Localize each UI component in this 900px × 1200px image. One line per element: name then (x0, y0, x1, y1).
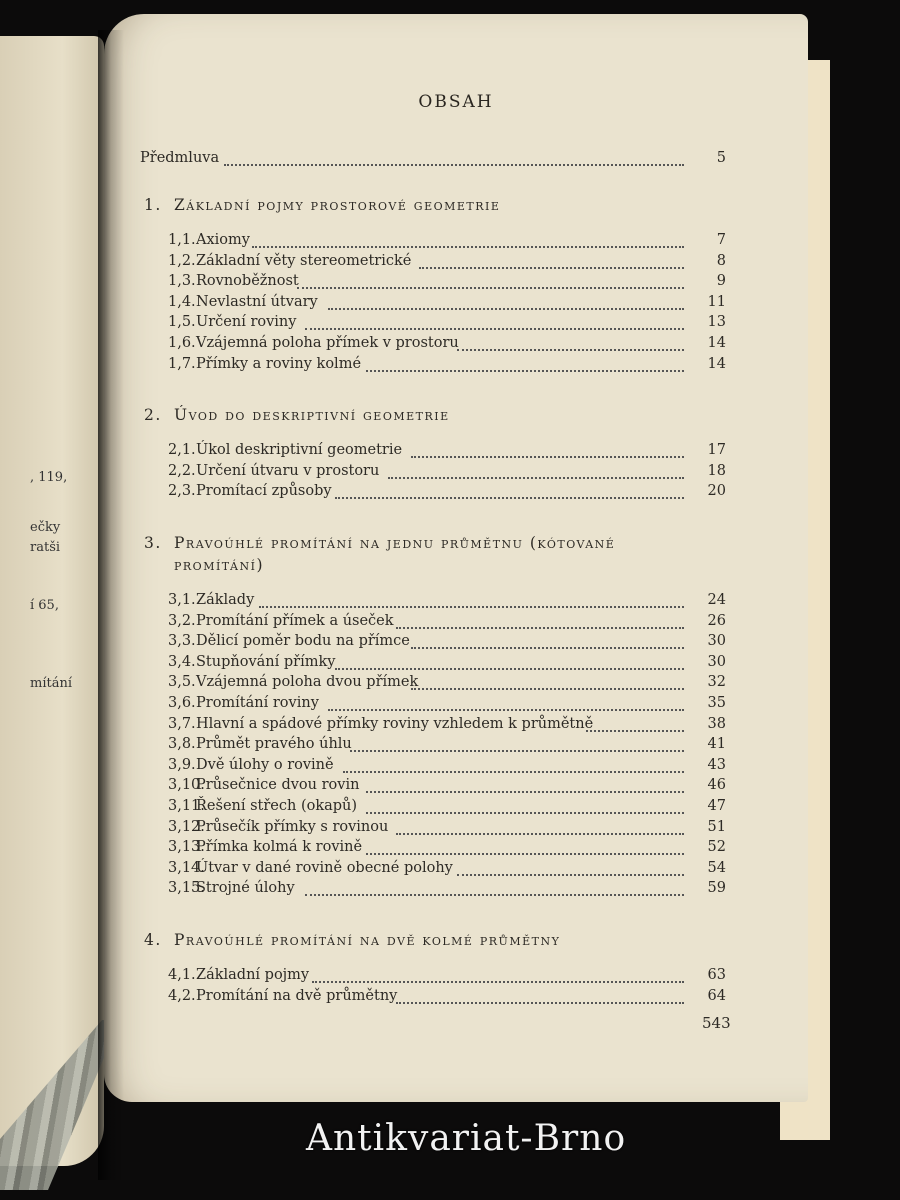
leader-dots (396, 831, 684, 835)
leader-dots (343, 769, 684, 773)
section-title: Útvar v dané rovině obecné polohy (196, 859, 453, 876)
leader-dots (396, 625, 684, 629)
chapter-heading-cont (104, 556, 808, 576)
section-title: Rovnoběžnost (196, 273, 299, 290)
toc-entry (104, 442, 808, 462)
toc-entry (104, 654, 808, 674)
section-number: 1,6. (168, 335, 196, 351)
chapter-title: Pravoúhlé promítání na dvě kolmé průmětny (174, 931, 561, 949)
page-ref: 20 (707, 483, 726, 500)
page-ref: 54 (707, 859, 726, 876)
page-ref: 46 (707, 777, 726, 794)
leader-dots (224, 162, 684, 166)
leader-dots (396, 1000, 684, 1004)
chapter-number: 2. (144, 406, 162, 425)
section-title: Určení roviny (196, 314, 297, 331)
toc-entry (104, 819, 808, 839)
left-page-fragment: í 65, (30, 598, 59, 613)
leader-dots (366, 789, 684, 793)
section-number: 1,4. (168, 293, 196, 310)
chapter-heading (104, 534, 808, 554)
leader-dots (335, 495, 684, 499)
chapter-heading (104, 196, 808, 216)
section-number: 3,11. (168, 798, 205, 814)
section-number: 3,7. (168, 715, 196, 732)
section-title: Dělicí poměr bodu na přímce (196, 633, 410, 650)
leader-dots (411, 454, 684, 458)
section-number: 3,2. (168, 612, 196, 629)
section-number: 1,1. (168, 232, 196, 248)
page-ref: 35 (707, 695, 726, 711)
section-number: 3,6. (168, 695, 196, 711)
left-page-fragment: ratši (30, 540, 61, 555)
section-number: 1,7. (168, 355, 196, 372)
toc-entry (104, 483, 808, 503)
leader-dots (457, 347, 684, 351)
page-ref: 43 (707, 756, 726, 773)
section-title: Přímky a roviny kolmé (196, 355, 362, 372)
toc-entry (104, 674, 808, 694)
section-title: Určení útvaru v prostoru (196, 462, 380, 479)
toc-entry (104, 294, 808, 314)
section-title: Promítání roviny (196, 695, 319, 711)
section-number: 2,3. (168, 483, 196, 500)
page-ref: 13 (707, 314, 726, 331)
leader-dots (297, 285, 684, 289)
chapter-title: Pravoúhlé promítání na jednu průmětnu (kótované (174, 534, 616, 552)
left-page-fragment: mítání (30, 676, 72, 691)
section-number: 1,2. (168, 252, 196, 269)
toc-entry (104, 777, 808, 797)
toc-entry (104, 253, 808, 273)
leader-dots (328, 707, 684, 711)
toc-entry (104, 463, 808, 483)
section-title: Promítání na dvě průmětny (196, 987, 398, 1004)
leader-dots (328, 306, 684, 310)
leader-dots (305, 326, 684, 330)
page-ref: 26 (707, 612, 726, 629)
leader-dots (411, 645, 684, 649)
contents-page (104, 14, 808, 1102)
section-title: Základní pojmy (196, 967, 310, 983)
left-page-fragment: ečky (30, 520, 61, 535)
chapter-heading (104, 931, 808, 951)
section-title: Předmluva (140, 150, 220, 166)
section-number: 2,2. (168, 462, 196, 479)
leader-dots (305, 892, 684, 896)
leader-dots (312, 979, 684, 983)
toc-entry (104, 880, 808, 900)
section-title: Přímka kolmá k rovině (196, 839, 363, 856)
toc-entry (104, 592, 808, 612)
leader-dots (366, 851, 684, 855)
page-ref: 24 (707, 592, 726, 608)
section-number: 3,14. (168, 859, 205, 876)
page-number: 543 (702, 1014, 731, 1032)
page-title: OBSAH (418, 92, 494, 112)
section-title: Vzájemná poloha přímek v prostoru (196, 335, 459, 351)
page-ref: 41 (707, 736, 726, 753)
leader-dots (335, 666, 684, 670)
leader-dots (252, 244, 684, 248)
section-title: Vzájemná poloha dvou přímek (196, 674, 419, 691)
section-number: 3,8. (168, 736, 196, 753)
toc-entry (104, 757, 808, 777)
page-ref: 9 (716, 273, 726, 290)
page-ref: 17 (707, 442, 726, 459)
page-ref: 14 (707, 335, 726, 351)
section-number: 2,1. (168, 442, 196, 459)
leader-dots (411, 686, 684, 690)
section-number: 3,3. (168, 633, 196, 650)
page-ref: 38 (707, 715, 726, 732)
page-ref: 64 (707, 987, 726, 1004)
chapter-heading (104, 406, 808, 426)
leader-dots (366, 810, 684, 814)
section-number: 3,15. (168, 880, 205, 897)
section-title: Průsečík přímky s rovinou (196, 818, 389, 835)
toc-entry (104, 335, 808, 355)
section-number: 3,1. (168, 592, 196, 608)
page-ref: 8 (716, 252, 726, 269)
section-number: 4,2. (168, 987, 196, 1004)
section-number: 3,10. (168, 777, 205, 794)
page-ref: 30 (707, 653, 726, 670)
section-title: Strojné úlohy (196, 880, 295, 897)
section-title: Promítání přímek a úseček (196, 612, 394, 629)
toc-entry (104, 798, 808, 818)
section-number: 4,1. (168, 967, 196, 983)
toc-entry-preface (104, 150, 808, 170)
left-page-fragment: , 119, (30, 470, 68, 485)
section-title: Promítací způsoby (196, 483, 332, 500)
toc-entry (104, 232, 808, 252)
section-number: 3,9. (168, 756, 196, 773)
page-ref: 30 (707, 633, 726, 650)
toc-entry (104, 633, 808, 653)
toc-entry (104, 356, 808, 376)
page-ref: 59 (707, 880, 726, 897)
leader-dots (350, 748, 684, 752)
page-ref: 11 (707, 293, 726, 310)
chapter-number: 3. (144, 534, 162, 552)
section-title: Řešení střech (okapů) (196, 798, 358, 814)
section-title: Stupňování přímky (196, 653, 336, 670)
section-number: 3,5. (168, 674, 196, 691)
section-number: 1,5. (168, 314, 196, 331)
section-title: Nevlastní útvary (196, 293, 318, 310)
section-title: Hlavní a spádové přímky roviny vzhledem k průmětně (196, 715, 594, 732)
page-ref: 5 (716, 150, 726, 166)
page-ref: 14 (707, 355, 726, 372)
toc-entry (104, 988, 808, 1008)
toc-entry (104, 736, 808, 756)
section-title: Axiomy (196, 232, 250, 248)
section-number: 3,12. (168, 818, 205, 835)
section-number: 3,4. (168, 653, 196, 670)
leader-dots (259, 604, 684, 608)
section-number: 1,3. (168, 273, 196, 290)
section-title: Průsečnice dvou rovin (196, 777, 360, 794)
toc-entry (104, 967, 808, 987)
leader-dots (388, 475, 684, 479)
page-ref: 52 (707, 839, 726, 856)
toc-entry (104, 860, 808, 880)
chapter-number: 4. (144, 931, 162, 949)
leader-dots (586, 728, 684, 732)
chapter-number: 1. (144, 196, 162, 214)
leader-dots (366, 368, 684, 372)
toc-entry (104, 314, 808, 334)
page-ref: 63 (707, 967, 726, 983)
spine-shadow (98, 30, 124, 1180)
chapter-title: promítání) (174, 556, 265, 574)
page-ref: 32 (707, 674, 726, 691)
chapter-title: Úvod do deskriptivní geometrie (174, 406, 450, 425)
section-number: 3,13. (168, 839, 205, 856)
page-ref: 18 (707, 462, 726, 479)
section-title: Základní věty stereometrické (196, 252, 412, 269)
toc-entry (104, 695, 808, 715)
section-title: Úkol deskriptivní geometrie (196, 442, 403, 459)
leader-dots (457, 872, 684, 876)
watermark: Antikvariat-Brno (306, 1118, 627, 1159)
page-ref: 7 (716, 232, 726, 248)
section-title: Základy (196, 592, 255, 608)
page-ref: 51 (707, 818, 726, 835)
leader-dots (419, 265, 684, 269)
toc-entry (104, 839, 808, 859)
chapter-title: Základní pojmy prostorové geometrie (174, 196, 501, 214)
section-title: Dvě úlohy o rovině (196, 756, 334, 773)
section-title: Průmět pravého úhlu (196, 736, 352, 753)
page-ref: 47 (707, 798, 726, 814)
toc-entry (104, 273, 808, 293)
toc-entry (104, 613, 808, 633)
toc-entry (104, 716, 808, 736)
